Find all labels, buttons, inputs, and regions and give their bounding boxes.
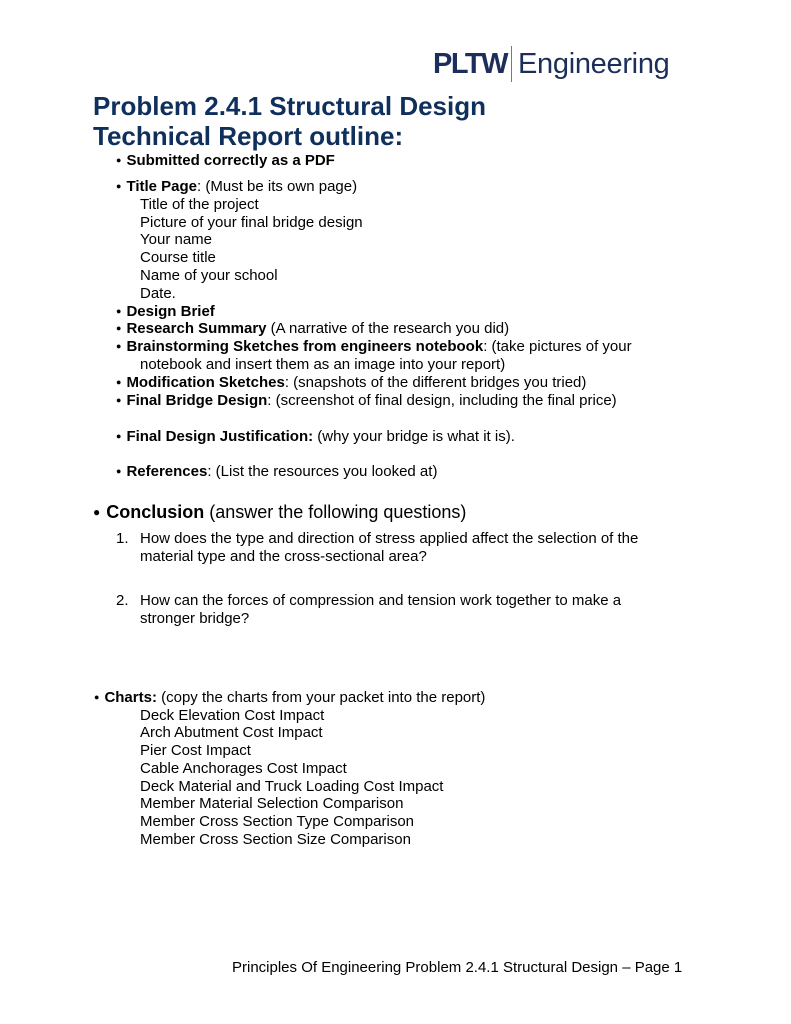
design-brief-label: Design Brief	[126, 303, 215, 320]
chart-list-item: Member Material Selection Comparison	[140, 795, 404, 812]
title-page-sub-item: Your name	[140, 231, 212, 248]
title-page-sub-item: Name of your school	[140, 267, 278, 284]
modification-label: Modification Sketches	[126, 374, 285, 391]
question-number: 1.	[116, 530, 129, 547]
item-title-page	[116, 178, 357, 197]
chart-list-item: Deck Material and Truck Loading Cost Impact	[140, 778, 444, 795]
chart-list-item: Cable Anchorages Cost Impact	[140, 760, 347, 777]
item-submitted	[116, 152, 335, 171]
title-page-sub-item: Date.	[140, 285, 176, 302]
references-note: : (List the resources you looked at)	[207, 463, 438, 480]
item-brainstorming	[116, 338, 632, 357]
title-page-sub-item: Course title	[140, 249, 216, 266]
chart-list-item: Deck Elevation Cost Impact	[140, 707, 325, 724]
chart-list-item: Member Cross Section Size Comparison	[140, 831, 411, 848]
question-2-line-2: stronger bridge?	[140, 610, 250, 627]
item-final-design-justification	[116, 428, 515, 447]
title-page-sub-item: Title of the project	[140, 196, 259, 213]
references-label: References	[126, 463, 208, 480]
logo-divider	[511, 46, 512, 82]
question-2-line-1: How can the forces of compression and tension work together to make a	[140, 592, 622, 609]
conclusion-label: Conclusion	[106, 502, 205, 522]
title-page-label: Title Page	[126, 178, 198, 195]
question-1-line-1: How does the type and direction of stress applied affect the selection of the	[140, 530, 639, 547]
item-final-bridge-design	[116, 392, 617, 411]
page-footer: Principles Of Engineering Problem 2.4.1 Structural Design – Page 1	[232, 959, 683, 976]
question-1-line-2: material type and the cross-sectional area?	[140, 548, 427, 565]
item-charts	[94, 689, 485, 708]
item-references	[116, 463, 437, 482]
logo-sub: Engineering	[518, 47, 670, 80]
conclusion-note: (answer the following questions)	[204, 502, 467, 522]
item-modification-sketches	[116, 374, 586, 393]
question-number: 2.	[116, 592, 129, 609]
page-title	[93, 91, 486, 151]
chart-list-item: Arch Abutment Cost Impact	[140, 724, 323, 741]
brainstorm-label: Brainstorming Sketches from engineers notebook	[126, 338, 484, 355]
chart-list-item: Member Cross Section Type Comparison	[140, 813, 414, 830]
justification-label: Final Design Justification:	[126, 428, 314, 445]
logo-brand: PLTW	[433, 47, 507, 80]
item-submitted-text: Submitted correctly as a PDF	[126, 152, 335, 169]
research-label: Research Summary	[126, 320, 267, 337]
final-design-note: : (screenshot of final design, including the final price)	[267, 392, 617, 409]
conclusion-heading	[93, 501, 466, 525]
chart-list-item: Pier Cost Impact	[140, 742, 251, 759]
title-page-sub-item: Picture of your final bridge design	[140, 214, 363, 231]
charts-label: Charts:	[104, 689, 157, 706]
title-line-2: Technical Report outline:	[93, 121, 404, 151]
charts-note: (copy the charts from your packet into the report)	[156, 689, 486, 706]
brainstorm-note-continued: notebook and insert them as an image into your report)	[140, 356, 506, 373]
research-note: (A narrative of the research you did)	[266, 320, 510, 337]
modification-note: : (snapshots of the different bridges you tried)	[284, 374, 587, 391]
pltw-engineering-logo	[433, 44, 670, 84]
brainstorm-note: : (take pictures of your	[483, 338, 632, 355]
item-research-summary	[116, 320, 509, 339]
justification-note: (why your bridge is what it is).	[313, 428, 515, 445]
title-line-1: Problem 2.4.1 Structural Design	[93, 91, 487, 121]
title-page-note: : (Must be its own page)	[197, 178, 358, 195]
final-design-label: Final Bridge Design	[126, 392, 268, 409]
bullet-icon: ●	[93, 505, 101, 519]
